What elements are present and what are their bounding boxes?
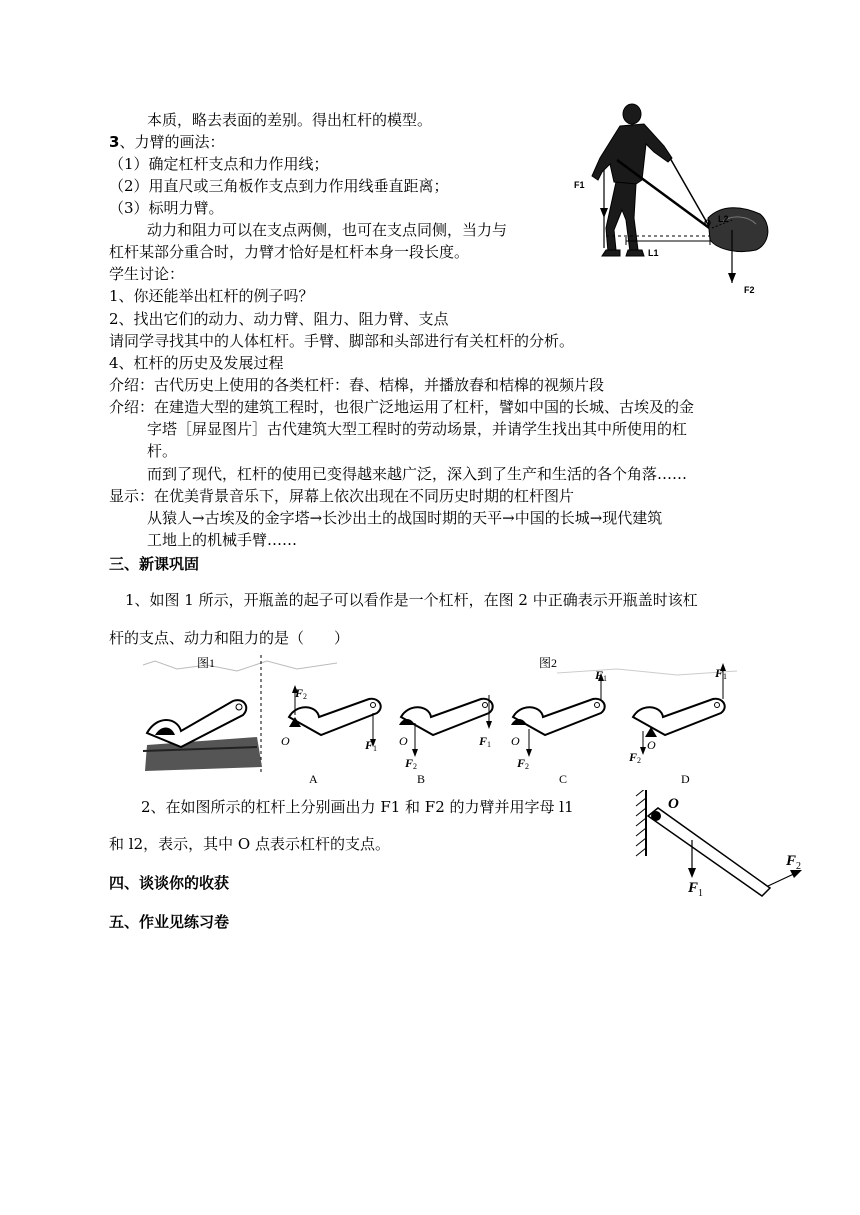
f2-subscript: 2 [796,861,801,872]
o-label: O [668,796,679,812]
step-2: （2）用直尺或三角板作支点到力作用线垂直距离； [109,177,449,195]
section-heading: 五、作业见练习卷 [109,913,230,931]
text-line: 显示：在优美背景音乐下，屏幕上依次出现在不同历史时期的杠杆图片 [109,487,575,505]
option-a: A [309,772,318,786]
sub-label: 1 [373,744,377,753]
l1-label: L1 [648,248,659,258]
section-heading [109,132,224,152]
heading-number: 3 [109,133,120,151]
text-line: 杠杆某部分重合时，力臂才恰好是杠杆本身一段长度。 [109,243,470,261]
text-line: 介绍：古代历史上使用的各类杠杆：舂、桔槔，并播放舂和桔槔的视频片段 [109,376,605,394]
l2-label: L2 [718,214,729,224]
fig1-label: 图1 [197,656,216,670]
f-label: F [479,734,488,748]
f2-label: F2 [744,285,755,295]
text-line: 字塔［屏显图片］古代建筑大型工程时的劳动场景，并请学生找出其中所使用的杠 [147,420,688,438]
exercise-1: 杆的支点、动力和阻力的是（ ） [109,629,350,647]
step-1: （1）确定杠杆支点和力作用线； [109,155,329,173]
o-label: O [281,734,290,748]
discussion-question: 2、找出它们的动力、动力臂、阻力、阻力臂、支点 [109,310,449,328]
section-heading: 三、新课巩固 [109,555,200,573]
f-label: F [405,756,414,770]
discussion-question: 1、你还能举出杠杆的例子吗？ [109,287,314,305]
f-label: F [365,738,374,752]
discussion-title: 学生讨论： [109,265,185,283]
text-line: 动力和阻力可以在支点两侧，也可在支点同侧，当力与 [147,221,508,239]
f2-label: F [786,853,797,869]
bottle-opener-figure [137,655,767,791]
sub-label: 1 [723,672,727,681]
exercise-2: 和 l2，表示，其中 O 点表示杠杆的支点。 [109,835,390,853]
o-label: O [511,734,520,748]
text-line: 本质，略去表面的差别。得出杠杆的模型。 [147,111,433,129]
fig2-label: 图2 [539,656,558,670]
option-b: B [417,772,426,786]
o-label: O [647,738,656,752]
option-c: C [559,772,568,786]
discussion-question: 请同学寻找其中的人体杠杆。手臂、脚部和头部进行有关杠杆的分析。 [109,332,575,350]
f1-label: F1 [574,180,585,190]
step-3: （3）标明力臂。 [109,199,224,217]
text-line: 从猿人→古埃及的金字塔→长沙出土的战国时期的天平→中国的长城→现代建筑 [147,509,663,527]
text-line: 工地上的机械手臂…… [147,531,298,549]
text-line: 介绍：在建造大型的建筑工程时，也很广泛地运用了杠杆，譬如中国的长城、古埃及的金 [109,398,695,416]
f-label: F [517,756,526,770]
f-label: F [595,668,604,682]
sub-label: 2 [303,692,307,701]
f-label: F [295,686,304,700]
lever-figure [630,790,810,902]
text-line: 而到了现代，杠杆的使用已变得越来越广泛，深入到了生产和生活的各个角落…… [147,465,688,483]
o-label: O [399,734,408,748]
history-title: 4、杠杆的历史及发展过程 [109,354,284,372]
heading-text: 、力臂的画法： [119,133,225,151]
section-heading: 四、谈谈你的收获 [109,874,230,892]
sub-label: 2 [637,756,641,765]
exercise-2: 2、在如图所示的杠杆上分别画出力 F1 和 F2 的力臂并用字母 l1 [141,798,574,816]
f1-subscript: 1 [698,888,703,899]
text-line: 杆。 [147,442,178,460]
f-label: F [629,750,638,764]
sub-label: 2 [525,762,529,771]
f-label: F [715,666,724,680]
sub-label: 1 [603,674,607,683]
option-d: D [681,772,690,786]
worker-lever-figure [572,100,782,300]
sub-label: 1 [487,740,491,749]
exercise-1: 1、如图 1 所示，开瓶盖的起子可以看作是一个杠杆，在图 2 中正确表示开瓶盖时该杠 [125,591,698,609]
o-label: O [704,218,712,228]
sub-label: 2 [413,762,417,771]
f1-label: F [688,880,699,896]
